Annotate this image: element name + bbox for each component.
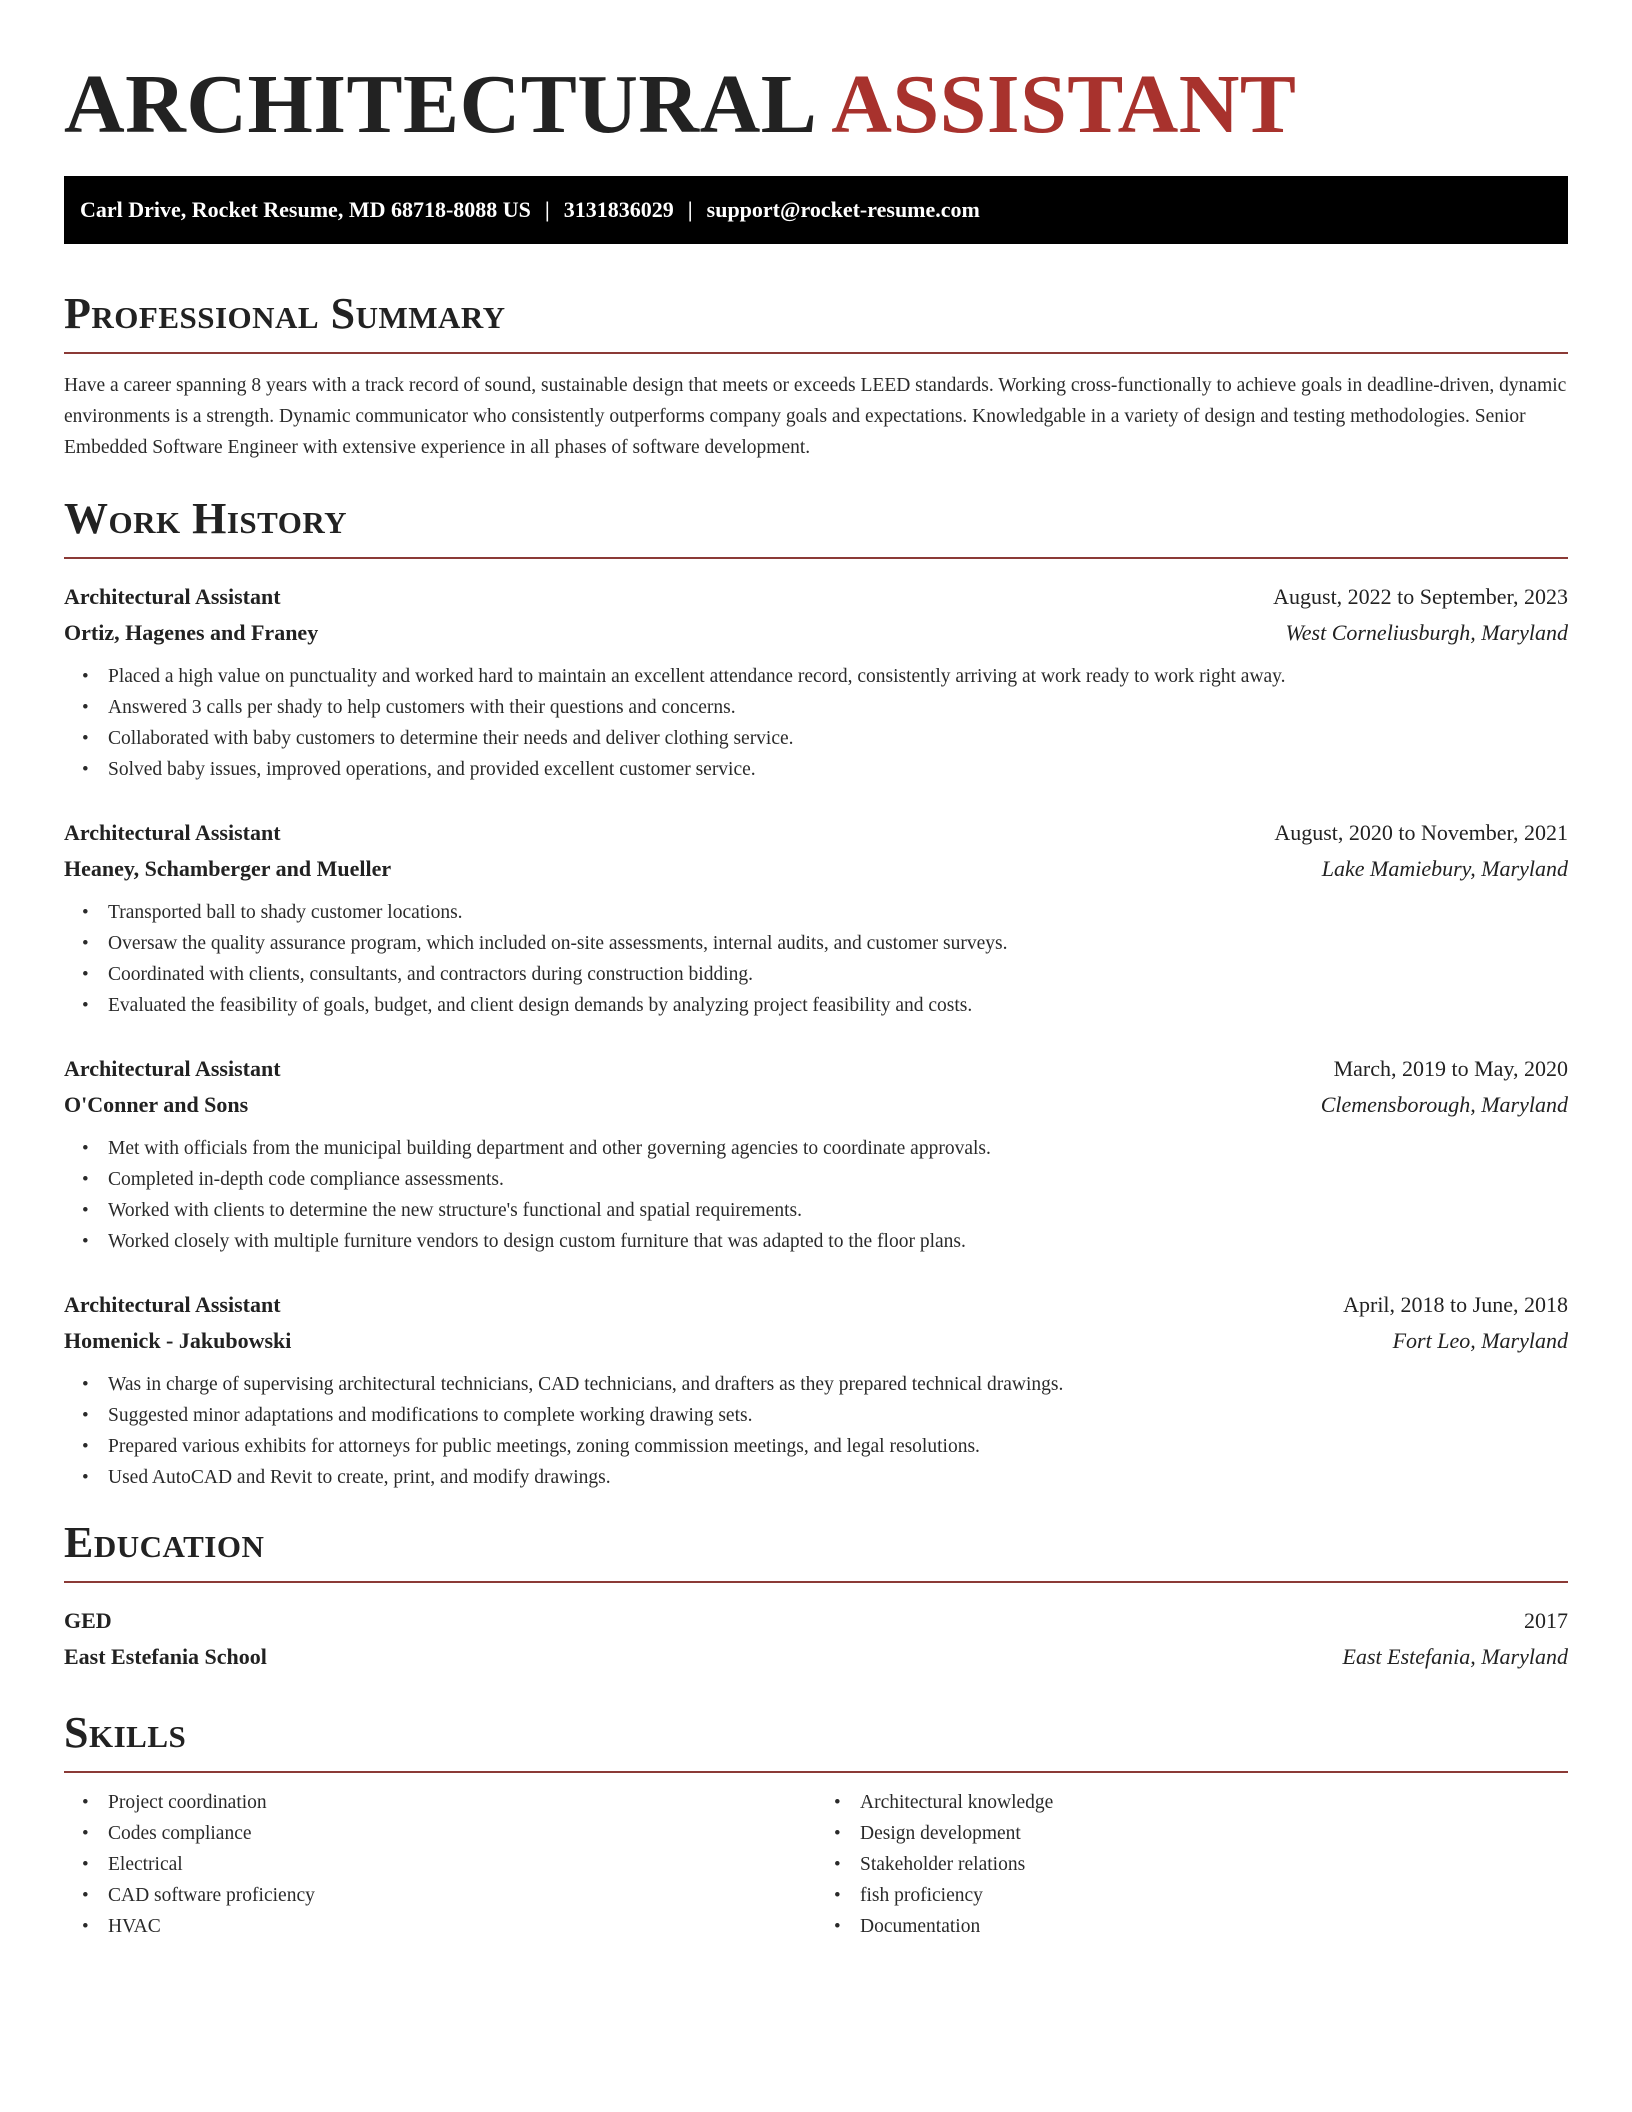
title-second-word: ASSISTANT	[831, 58, 1297, 151]
job-bullet: • Collaborated with baby customers to determine their needs and deliver clothing service.	[108, 723, 1568, 754]
education-year: 2017	[1524, 1608, 1568, 1633]
section-divider	[64, 1771, 1568, 1773]
job-bullet: • Worked with clients to determine the new structure's functional and spatial requirements.	[108, 1195, 1568, 1226]
job-location: Fort Leo, Maryland	[1392, 1328, 1568, 1353]
job-company: Heaney, Schamberger and Mueller	[64, 856, 392, 881]
section-divider	[64, 1581, 1568, 1583]
job-bullet: • Suggested minor adaptations and modifications to complete working drawing sets.	[108, 1400, 1568, 1431]
summary-heading: Professional Summary	[64, 289, 506, 338]
job-bullet: • Was in charge of supervising architectural technicians, CAD technicians, and drafters as they prepared technical drawings.	[108, 1369, 1568, 1400]
section-divider	[64, 352, 1568, 354]
job-bullet: • Coordinated with clients, consultants, and contractors during construction bidding.	[108, 959, 1568, 990]
job-bullet: • Met with officials from the municipal building department and other governing agencies to coordinate approvals.	[108, 1133, 1568, 1164]
job-bullet: • Prepared various exhibits for attorneys for public meetings, zoning commission meetings, and legal resolutions.	[108, 1431, 1568, 1462]
job-header-row	[64, 1287, 1568, 1323]
job-company: Homenick - Jakubowski	[64, 1328, 292, 1353]
job-bullet: • Used AutoCAD and Revit to create, print, and modify drawings.	[108, 1462, 1568, 1493]
skill-item: • fish proficiency	[860, 1880, 1568, 1911]
job-header-row	[64, 579, 1568, 615]
job-dates: March, 2019 to May, 2020	[1333, 1056, 1568, 1081]
job-title: Architectural Assistant	[64, 584, 281, 609]
job-bullet: • Evaluated the feasibility of goals, budget, and client design demands by analyzing project feasibility and costs.	[108, 990, 1568, 1021]
contact-bar	[64, 176, 1568, 244]
job-bullet: • Transported ball to shady customer locations.	[108, 897, 1568, 928]
job-company-row	[64, 615, 1568, 651]
job-header-row	[64, 815, 1568, 851]
skill-item: • Design development	[860, 1818, 1568, 1849]
job-header-row	[64, 1051, 1568, 1087]
skill-item: • Stakeholder relations	[860, 1849, 1568, 1880]
job-dates: August, 2020 to November, 2021	[1274, 820, 1568, 845]
job-location: West Corneliusburgh, Maryland	[1285, 620, 1568, 645]
skill-item: • Documentation	[860, 1911, 1568, 1942]
job-bullet: • Solved baby issues, improved operations, and provided excellent customer service.	[108, 754, 1568, 785]
job-dates: August, 2022 to September, 2023	[1273, 584, 1568, 609]
skill-item: • Electrical	[108, 1849, 816, 1880]
job-bullet: • Worked closely with multiple furniture vendors to design custom furniture that was adapted to the floor plans.	[108, 1226, 1568, 1257]
job-company-row	[64, 851, 1568, 887]
resume-page	[64, 0, 1568, 1942]
job-company-row	[64, 1323, 1568, 1359]
education-heading: Education	[64, 1518, 265, 1567]
skills-right-column	[816, 1787, 1568, 1942]
skill-item: • Architectural knowledge	[860, 1787, 1568, 1818]
education-degree-row	[64, 1603, 1568, 1639]
job-bullet: • Answered 3 calls per shady to help customers with their questions and concerns.	[108, 692, 1568, 723]
job-bullet: • Placed a high value on punctuality and worked hard to maintain an excellent attendance record, consistently arriving at work ready to work right away.	[108, 661, 1568, 692]
contact-separator: |	[687, 197, 693, 222]
summary-text: Have a career spanning 8 years with a track record of sound, sustainable design that meets or exceeds LEED standards. Working cross-functionally to achieve goals in deadline-driven, dynamic environments is a strength. Dynamic communicator who consistently outperforms company goals and expectations. Knowledgable in a variety of design and testing methodologies. Senior Embedded Software Engineer with extensive experience in all phases of software development.	[64, 375, 1567, 458]
title-first-word: ARCHITECTURAL	[64, 58, 818, 151]
education-entry	[64, 1603, 1568, 1675]
skills-heading: Skills	[64, 1708, 187, 1757]
job-company-row	[64, 1087, 1568, 1123]
contact-email: support@rocket-resume.com	[706, 197, 980, 222]
section-divider	[64, 557, 1568, 559]
job-entry	[64, 815, 1568, 1021]
contact-separator: |	[544, 197, 550, 222]
job-company: Ortiz, Hagenes and Franey	[64, 620, 319, 645]
job-bullet: • Completed in-depth code compliance assessments.	[108, 1164, 1568, 1195]
skill-item: • Project coordination	[108, 1787, 816, 1818]
job-title: Architectural Assistant	[64, 1292, 281, 1317]
job-bullets	[64, 1369, 1568, 1493]
education-school: East Estefania School	[64, 1644, 267, 1669]
resume-title	[64, 58, 1568, 158]
job-bullets	[64, 1133, 1568, 1257]
skill-item: • HVAC	[108, 1911, 816, 1942]
job-company: O'Conner and Sons	[64, 1092, 249, 1117]
skill-item: • Codes compliance	[108, 1818, 816, 1849]
contact-address: Carl Drive, Rocket Resume, MD 68718-8088 US	[80, 197, 531, 222]
skill-item: • CAD software proficiency	[108, 1880, 816, 1911]
education-location: East Estefania, Maryland	[1342, 1644, 1568, 1669]
skills-columns	[64, 1787, 1568, 1942]
education-degree: GED	[64, 1608, 112, 1633]
job-dates: April, 2018 to June, 2018	[1343, 1292, 1568, 1317]
job-bullet: • Oversaw the quality assurance program, which included on-site assessments, internal audits, and customer surveys.	[108, 928, 1568, 959]
job-bullets	[64, 897, 1568, 1021]
job-location: Lake Mamiebury, Maryland	[1321, 856, 1568, 881]
job-title: Architectural Assistant	[64, 820, 281, 845]
job-entry	[64, 579, 1568, 785]
job-entry	[64, 1051, 1568, 1257]
contact-phone: 3131836029	[563, 197, 674, 222]
education-school-row	[64, 1639, 1568, 1675]
work-history-heading: Work History	[64, 494, 348, 543]
job-bullets	[64, 661, 1568, 785]
job-location: Clemensborough, Maryland	[1320, 1092, 1568, 1117]
skills-left-column	[64, 1787, 816, 1942]
job-title: Architectural Assistant	[64, 1056, 281, 1081]
job-entry	[64, 1287, 1568, 1493]
